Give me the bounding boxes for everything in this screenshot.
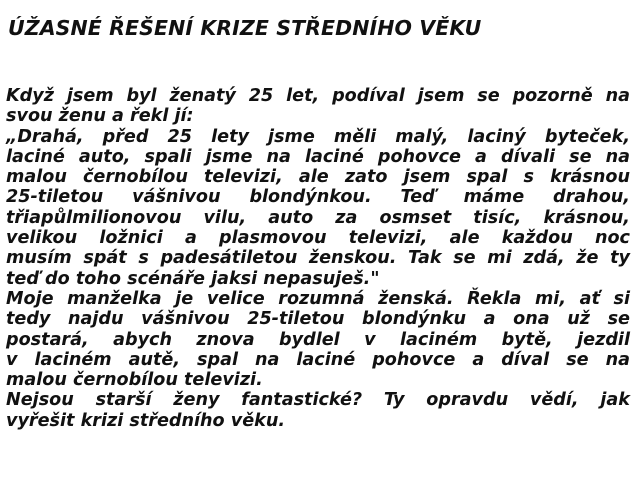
text-line: třiapůlmilionovou vilu, auto za osmset tisíc, krásnou,: [6, 207, 630, 228]
paragraph-conclusion: [6, 390, 630, 431]
text-line: musím spát s padesátiletou ženskou. Tak se mi zdá, že ty: [6, 248, 630, 269]
text-line: svou ženu a řekl jí:: [6, 106, 194, 127]
text-line: vyřešit krizi středního věku.: [6, 410, 286, 431]
text-line: 25-tiletou vášnivou blondýnkou. Teď máme drahou,: [6, 187, 630, 208]
text-line: postará, abych znova bydlel v laciném bytě, jezdil: [6, 329, 630, 350]
paragraph-quote: [6, 127, 630, 289]
paragraph-wife-answer: [6, 289, 630, 390]
text-line: Moje manželka je velice rozumná ženská. Řekla mi, ať si: [6, 288, 630, 309]
text-line: laciné auto, spali jsme na laciné pohovce a dívali se na: [6, 146, 630, 167]
text-line: „Drahá, před 25 lety jsme měli malý, laciný byteček,: [6, 126, 630, 147]
text-line: teď do toho scénáře jaksi nepasuješ.": [6, 268, 380, 289]
paragraph-intro: [6, 86, 630, 127]
text-line: Nejsou starší ženy fantastické? Ty opravdu vědí, jak: [6, 390, 630, 411]
document-title: ÚŽASNÉ ŘEŠENÍ KRIZE STŘEDNÍHO VĚKU: [8, 16, 482, 40]
text-line: velikou ložnici a plasmovou televizi, ale každou noc: [6, 228, 630, 249]
text-line: v laciném autě, spal na laciné pohovce a díval se na: [6, 349, 630, 370]
text-line: tedy najdu vášnivou 25-tiletou blondýnku a ona už se: [6, 309, 630, 330]
text-line: malou černobílou televizi.: [6, 370, 263, 391]
text-line: malou černobílou televizi, ale zato jsem spal s krásnou: [6, 167, 630, 188]
text-line: Když jsem byl ženatý 25 let, podíval jsem se pozorně na: [6, 86, 630, 106]
document-body: [6, 86, 630, 431]
